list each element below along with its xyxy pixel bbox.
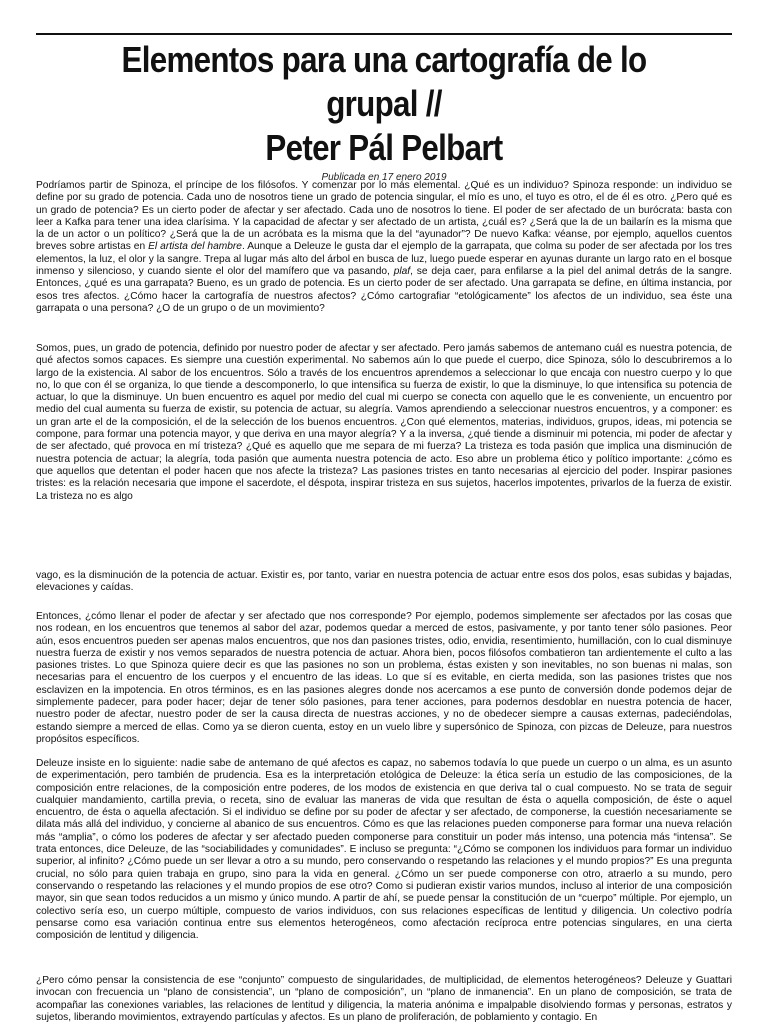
top-divider bbox=[36, 33, 732, 35]
article-title bbox=[81, 38, 687, 170]
publication-date: Publicada en 17 enero 2019 bbox=[321, 172, 447, 183]
book-title: El artista del hambre bbox=[148, 241, 242, 253]
paragraph-6: ¿Pero cómo pensar la consistencia de ese “conjunto” compuesto de singularidades, de multiplicidad, de elementos heterogéneos? Deleuze y Guattari invocan con frecuencia un “plano de consistencia”, un “plano de composición”, un “plano de inmanencia”. En un plano de composición, se trata de acompañar las conexiones variables, las relaciones de lentitud y diligencia, la materia anónima e impalpable disolviendo formas y personas, estratos y sujetos, liberando movimientos, extrayendo partículas y afectos. Es un plano de proliferación, de poblamiento y contagio. En bbox=[36, 975, 732, 1023]
onomatopoeia: plaf bbox=[393, 266, 411, 278]
title-line-1: Elementos para una cartografía de lo grupal // bbox=[121, 39, 647, 124]
paragraph-2: Somos, pues, un grado de potencia, definido por nuestro poder de afectar y ser afectado. Pero jamás sabemos de antemano cuál es nuestra potencia, de qué afectos somos capaces. Es siempre una cuestión experimental. No sabemos aún lo que puede el cuerpo, dice Spinoza, sólo lo descubriremos a lo largo de la existencia. Al sabor de los encuentros. Sólo a través de los encuentros aprendemos a seleccionar lo que encaja con nuestro cuerpo y lo que no, lo que con él se organiza, lo que tiende a descomponerlo, lo que intensifica su fuerza de existir, lo que la disminuye, lo que intensifica su potencia de actuar, lo que la disminuye. Un buen encuentro es aquel por medio del cual mi cuerpo se conecta con aquello que le es conveniente, un encuentro por medio del cual aumenta su fuerza de existir, su potencia de actuar, su alegría. Vamos aprendiendo a seleccionar nuestros encuentros, y a componer: es un gran arte el de la composición, el de la selección de los buenos encuentros. ¿Con qué elementos, materias, individuos, grupos, ideas, mi potencia se compone, para formar una potencia mayor, y que deriva en una mayor alegría? Y a la inversa, ¿qué tiende a disminuir mi potencia, mi poder de afectar y de ser afectado, qué provoca en mí tristeza? ¿Qué es aquello que me separa de mi fuerza? La tristeza es toda pasión que implica una disminución de nuestra potencia de actuar; la alegría, toda pasión que aumenta nuestra potencia de acto. Eso abre un problema ético y político importante: ¿cómo es que aquellos que detentan el poder hacen que nos afecte la tristeza? Las pasiones tristes en tanto necesarias al ejercicio del poder. Inspirar pasiones tristes: es la relación necesaria que impone el sacerdote, el déspota, inspirar tristeza en sus sujetos, hacerlos impotentes, privarlos de la fuerza de existir. La tristeza no es algo bbox=[36, 343, 732, 502]
paragraph-1 bbox=[36, 180, 732, 315]
paragraph-4: Entonces, ¿cómo llenar el poder de afectar y ser afectado que nos corresponde? Por ejemplo, podemos simplemente ser afectados por las cosas que nos rodean, en los encuentros que tenemos al sabor del azar, podemos quedar a merced de estos, pasivamente, y por tanto tener sólo pasiones. Peor aún, esos encuentros pueden ser apenas malos encuentros, que nos dan pasiones tristes, odio, envidia, resentimiento, humillación, con lo cual disminuye nuestra fuerza de existir y nos vemos separados de nuestra potencia de actuar. Ahora bien, pocos filósofos combatieron tan ardientemente el culto a las pasiones tristes. Lo que Spinoza quiere decir es que las pasiones no son un problema, éstas existen y son inevitables, no son buenas ni malas, son necesarias para el encuentro de los cuerpos y el encuentro de las ideas. Lo que sí es evitable, en cierta medida, son las pasiones tristes que nos esclavizen en la impotencia. En otros términos, es en las pasiones alegres donde nos acercamos a ese punto de conversión donde podemos dejar de simplemente padecer, para poder hacer; dejar de tener sólo pasiones, para tener acciones, para podernos desdoblar en nuestra potencia de hacer, nuestro poder de afectar, nuestro poder de ser la causa directa de nuestras acciones, y no de obedecer siempre a causas externas, padeciéndolas, estando siempre a merced de ellas. Como ya se dieron cuenta, estoy en un vuelo libre y supersónico de Spinoza, con pizcas de Deleuze, para nuestros propósitos específicos. bbox=[36, 611, 732, 745]
paragraph-1-text-c: , se deja caer, para enfilarse a la piel del animal detrás de la sangre. Entonces, ¿qué es una garrapata? Bueno, es un grado de potencia. Es un cierto poder de ser afectado. Una garrapata se define, en última instancia, por esos tres afectos. ¿Cómo hacer la cartografía de nuestros afectos? ¿Cómo cartografiar “etológicamente” los afectos de un individuo, sea éste una garrapata o una persona? ¿O de un grupo o de un movimiento? bbox=[36, 266, 732, 314]
paragraph-1-text-a: Podríamos partir de Spinoza, el príncipe de los filósofos. Y comenzar por lo más elemental. ¿Qué es un individuo? Spinoza responde: un individuo se define por su grado de potencia. Cada uno de nosotros tiene un grado de potencia singular, el mío es uno, el tuyo es otro, el de él es otro. ¿Pero qué es un grado de potencia? Es un cierto poder de afectar y ser afectado. Cada uno de nosotros lo tiene. El poder de ser afectado de un burócrata: basta con leer a Kafka para tener una idea clarísima. Y la capacidad de afectar y ser afectado de un artista, ¿cuál es? ¿Será que la de un bailarín es la misma que la de un actor o un político? ¿Será que la de un acróbata es la misma que la del “ayunador”? De nuevo Kafka: véanse, por ejemplo, aquellos cuentos breves sobre artistas en bbox=[36, 180, 732, 253]
paragraph-1-text-b: . Aunque a Deleuze le gusta dar el ejemplo de la garrapata, que colma su poder de ser afectada por los tres elementos, la luz, el olor y la sangre. Trepa al lugar más alto del árbol en busca de luz, luego puede esperar en ayunas durante un largo rato en el bosque inmenso y silencioso, y cuando siente el olor del mamífero que va pasando, bbox=[36, 241, 732, 278]
paragraph-3: vago, es la disminución de la potencia de actuar. Existir es, por tanto, variar en nuestra potencia de actuar entre esos dos polos, esas subidas y bajadas, elevaciones y caídas. bbox=[36, 570, 732, 594]
article-header bbox=[36, 38, 732, 183]
paragraph-5: Deleuze insiste en lo siguiente: nadie sabe de antemano de qué afectos es capaz, no sabemos todavía lo que puede un cuerpo o un alma, es un asunto de experimentación, pero también de prudencia. Esa es la interpretación etológica de Deleuze: la ética sería un estudio de las composiciones, de la composición entre relaciones, de la composición entre poderes, de los modos de existencia en que deriva tal o cual compuesto. No se trata de seguir cualquier mandamiento, cartilla previa, o receta, sino de evaluar las maneras de vida que resultan de ésta o aquella composición, de éste o aquel encuentro, de ésta o aquella afectación. Si el individuo se define por su poder de afectar y ser afectado, de componerse, la cuestión necesariamente se dilata más allá del individuo, y concierne al abanico de sus encuentros. Cómo es que las relaciones pueden componerse para formar una nueva relación más “amplia”, o cómo los poderes de afectar y ser afectado pueden componerse para constituir un poder más intenso, una potencia más “intensa”. Se trata entonces, dice Deleuze, de las “sociabilidades y comunidades”. E incluso se pregunta: “¿Cómo se componen los individuos para formar un individuo superior, al infinito? ¿Cómo puede un ser llevar a otro a su mundo, pero conservando o respetando las relaciones y el mundo propios?” Es una pregunta crucial, no sólo para quien trabaja en grupo, sino para la vida en general. ¿Cómo un ser puede componerse con otro, atraerlo a su mundo, pero conservando o respetando las relaciones y el mundo propios de ese otro? Como si pudieran existir varios mundos, incluso al interior de una composición mayor, sin que sean todos reducidos a un mismo y único mundo. A partir de ahí, se puede pensar la constitución de un “cuerpo” múltiple. Por ejemplo, un colectivo sería eso, un cuerpo múltiple, compuesto de varios individuos, con sus relaciones específicas de lentitud y diligencia. Un colectivo podría pensarse como esa variación continua entre sus elementos heterogéneos, como afectación recíproca entre potencias singulares, en una cierta composición de lentitud y diligencia. bbox=[36, 758, 732, 942]
title-line-2: Peter Pál Pelbart bbox=[265, 127, 503, 168]
